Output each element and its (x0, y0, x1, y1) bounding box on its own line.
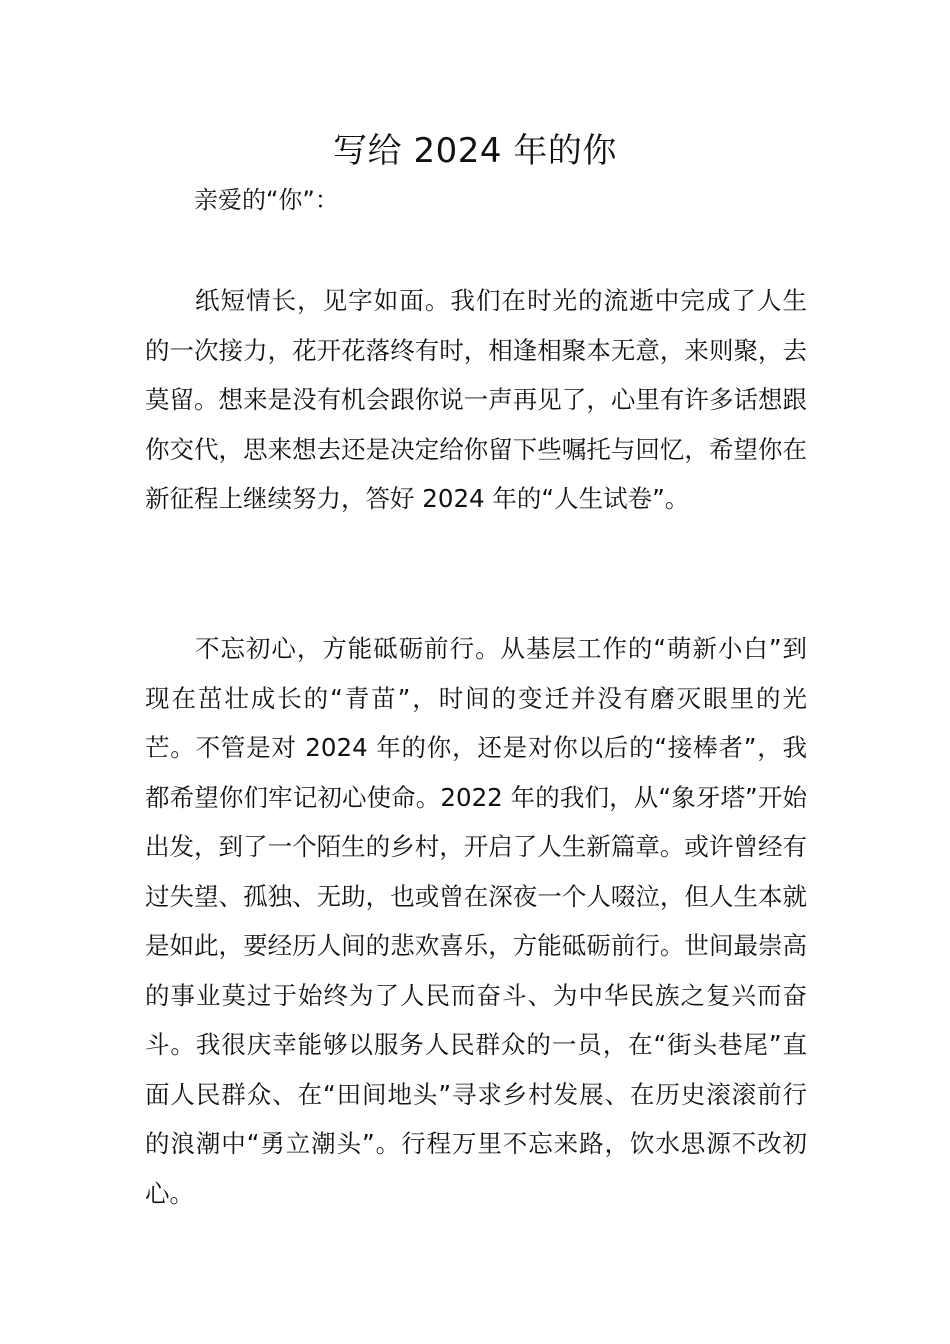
salutation: 亲爱的“你”： (194, 186, 339, 214)
paragraph-1: 纸短情长，见字如面。我们在时光的流逝中完成了人生的一次接力，花开花落终有时，相逢相聚本无意，来则聚，去莫留。想来是没有机会跟你说一声再见了，心里有许多话想跟你交代，思来想去还是决定给你留下些嘱托与回忆，希望你在新征程上继续努力，答好 2024 年的“人生试卷”。 (145, 286, 807, 513)
document-title: 写给 2024 年的你 (333, 131, 617, 171)
paragraph-2: 不忘初心，方能砥砺前行。从基层工作的“萌新小白”到现在茁壮成长的“青苗”，时间的变迁并没有磨灭眼里的光芒。不管是对 2024 年的你，还是对你以后的“接棒者”，我都希望你们牢记初心使命。2022 年的我们，从“象牙塔”开始出发，到了一个陌生的乡村，开启了人生新篇章。或许曾经有过失望、孤独、无助，也或曾在深夜一个人啜泣，但人生本就是如此，要经历人间的悲欢喜乐，方能砥砺前行。世间最崇高的事业莫过于始终为了人民而奋斗、为中华民族之复兴而奋斗。我很庆幸能够以服务人民群众的一员，在“街头巷尾”直面人民群众、在“田间地头”寻求乡村发展、在历史滚滚前行的浪潮中“勇立潮头”。行程万里不忘来路，饮水思源不改初心。 (145, 634, 807, 1208)
